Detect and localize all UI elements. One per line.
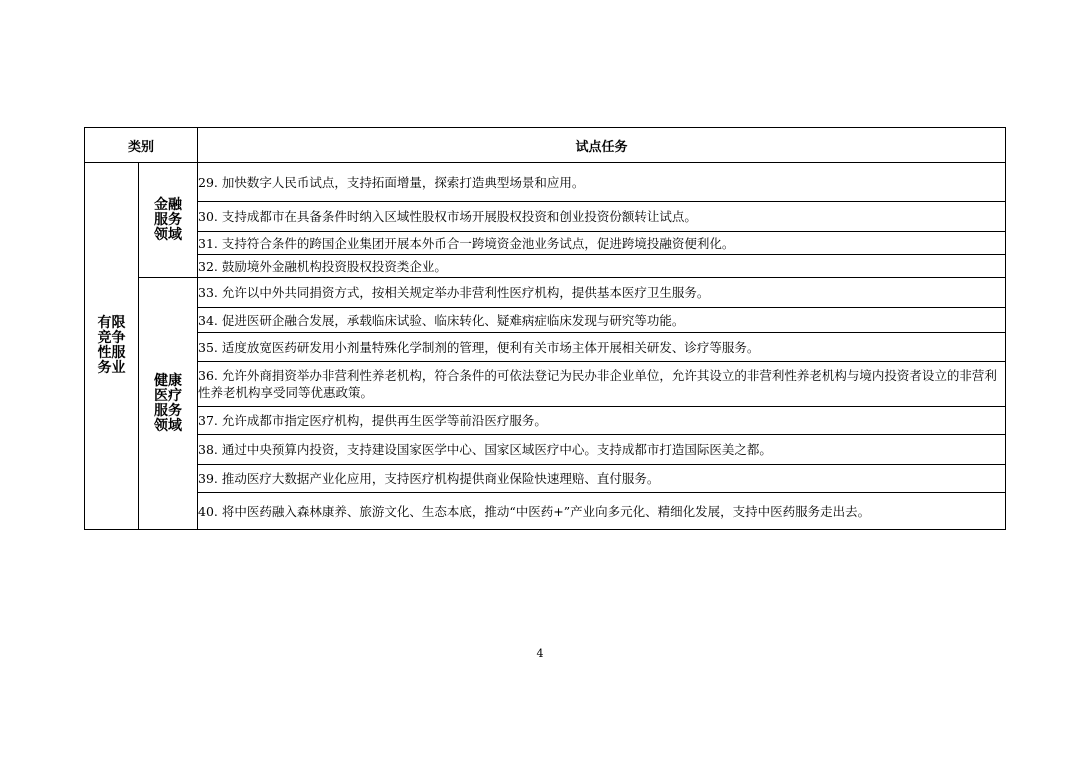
subcategory-label-finance: 金融服务领域 bbox=[154, 196, 182, 243]
table-row bbox=[85, 308, 1006, 333]
task-cell-31: 31. 支持符合条件的跨国企业集团开展本外币合一跨境资金池业务试点，促进跨境投融资便利化。 bbox=[198, 232, 1006, 255]
task-cell-37: 37. 允许成都市指定医疗机构，提供再生医学等前沿医疗服务。 bbox=[198, 407, 1006, 435]
task-cell-35: 35. 适度放宽医药研发用小剂量特殊化学制剂的管理，便利有关市场主体开展相关研发、诊疗等服务。 bbox=[198, 333, 1006, 362]
table-row bbox=[85, 278, 1006, 308]
task-cell-33: 33. 允许以中外共同捐资方式，按相关规定举办非营利性医疗机构，提供基本医疗卫生服务。 bbox=[198, 278, 1006, 308]
table-row bbox=[85, 202, 1006, 232]
header-category: 类别 bbox=[85, 128, 198, 163]
table-row bbox=[85, 493, 1006, 530]
subcategory-cell-health bbox=[139, 278, 198, 530]
table-row bbox=[85, 465, 1006, 493]
sector-cell bbox=[85, 163, 139, 530]
task-cell-30: 30. 支持成都市在具备条件时纳入区域性股权市场开展股权投资和创业投资份额转让试点。 bbox=[198, 202, 1006, 232]
task-cell-32: 32. 鼓励境外金融机构投资股权投资类企业。 bbox=[198, 255, 1006, 278]
table-row bbox=[85, 407, 1006, 435]
pilot-tasks-table bbox=[84, 127, 1006, 530]
subcategory-label-health: 健康医疗服务领域 bbox=[154, 372, 182, 434]
task-cell-38: 38. 通过中央预算内投资，支持建设国家医学中心、国家区域医疗中心。支持成都市打造国际医美之都。 bbox=[198, 435, 1006, 465]
task-cell-34: 34. 促进医研企融合发展，承载临床试验、临床转化、疑难病症临床发现与研究等功能。 bbox=[198, 308, 1006, 333]
subcategory-cell-finance bbox=[139, 163, 198, 278]
task-cell-40: 40. 将中医药融入森林康养、旅游文化、生态本底，推动“中医药+”产业向多元化、精细化发展，支持中医药服务走出去。 bbox=[198, 493, 1006, 530]
table-row bbox=[85, 435, 1006, 465]
table-row bbox=[85, 333, 1006, 362]
sector-label: 有限竞争性服务业 bbox=[97, 315, 126, 376]
table-row bbox=[85, 232, 1006, 255]
task-cell-29: 29. 加快数字人民币试点，支持拓面增量，探索打造典型场景和应用。 bbox=[198, 163, 1006, 202]
table-row bbox=[85, 362, 1006, 407]
page-number: 4 bbox=[536, 647, 544, 660]
table-row bbox=[85, 163, 1006, 202]
table-row bbox=[85, 255, 1006, 278]
header-tasks: 试点任务 bbox=[198, 128, 1006, 163]
task-cell-39: 39. 推动医疗大数据产业化应用，支持医疗机构提供商业保险快速理赔、直付服务。 bbox=[198, 465, 1006, 493]
task-cell-36: 36. 允许外商捐资举办非营利性养老机构，符合条件的可依法登记为民办非企业单位，允许其设立的非营利性养老机构与境内投资者设立的非营利性养老机构享受同等优惠政策。 bbox=[198, 362, 1006, 407]
table-header-row bbox=[85, 128, 1006, 163]
